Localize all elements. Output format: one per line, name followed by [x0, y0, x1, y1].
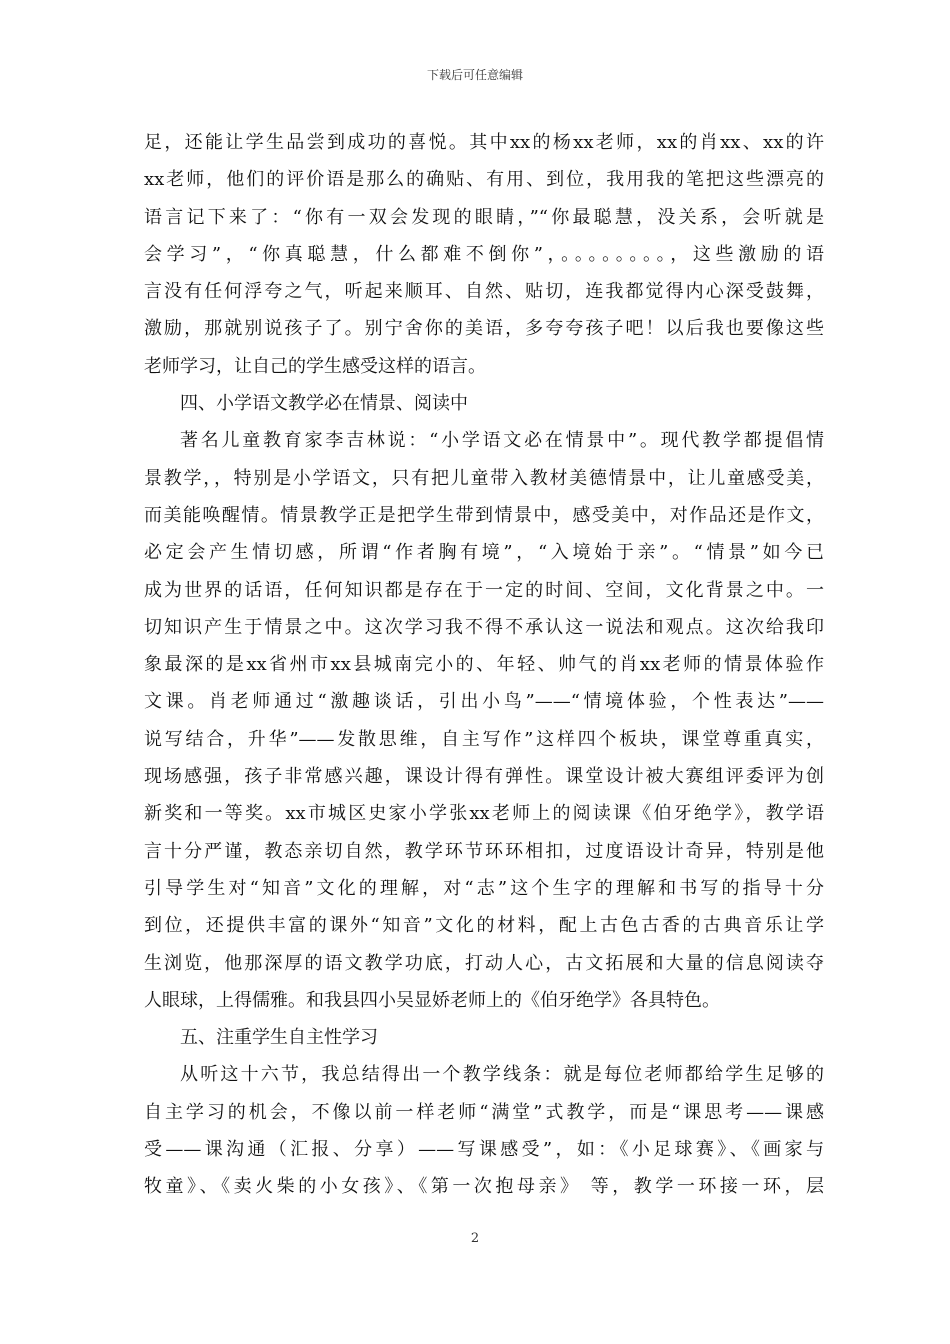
text-line: 象最深的是xx省州市xx县城南完小的、年轻、帅气的肖xx老师的情景体验作 — [144, 654, 824, 676]
text-line: 会学习”，“你真聪慧，什么都难不倒你”，。。。。。。。。，这些激励的语 — [144, 243, 824, 265]
document-body — [144, 124, 824, 1206]
text-line: 激励，那就别说孩子了。别宁舍你的美语，多夸夸孩子吧！以后我也要像这些 — [144, 318, 824, 340]
text-line: 切知识产生于情景之中。这次学习我不得不承认这一说法和观点。这次给我印 — [144, 616, 824, 638]
text-line: 生浏览，他那深厚的语文教学功底，打动人心，古文拓展和大量的信息阅读夺 — [144, 952, 824, 974]
text-line: 足，还能让学生品尝到成功的喜悦。其中xx的杨xx老师，xx的肖xx、xx的许 — [144, 132, 824, 153]
text-line: 著名儿童教育家李吉林说：“小学语文必在情景中”。现代教学都提倡情 — [180, 430, 824, 452]
text-line: 言十分严谨，教态亲切自然，教学环节环环相扣，过度语设计奇异，特别是他 — [144, 840, 824, 862]
text-line: 新奖和一等奖。xx市城区史家小学张xx老师上的阅读课《伯牙绝学》，教学语 — [144, 803, 824, 825]
text-line: 语言记下来了：“你有一双会发现的眼睛，”“你最聪慧，没关系，会听就是 — [144, 206, 824, 228]
text-line: 文课。肖老师通过“激趣谈话，引出小鸟”——“情境体验，个性表达”—— — [144, 691, 824, 713]
text-line: 从听这十六节，我总结得出一个教学线条：就是每位老师都给学生足够的 — [180, 1064, 824, 1086]
text-line: 景教学，，特别是小学语文，只有把儿童带入教材美德情景中，让儿童感受美， — [144, 467, 824, 489]
page-header: 下载后可任意编辑 — [426, 68, 523, 82]
section-heading: 五、注重学生自主性学习 — [180, 1027, 378, 1049]
text-line: xx老师，他们的评价语是那么的确贴、有用、到位，我用我的笔把这些漂亮的 — [144, 169, 824, 191]
text-line: 到位，还提供丰富的课外“知音”文化的材料，配上古色古香的古典音乐让学 — [144, 915, 824, 937]
page-number: 2 — [470, 1231, 480, 1246]
section-heading: 四、小学语文教学必在情景、阅读中 — [180, 393, 468, 415]
text-line: 成为世界的话语，任何知识都是存在于一定的时间、空间，文化背景之中。一 — [144, 579, 824, 601]
text-line: 引导学生对“知音”文化的理解，对“志”这个生字的理解和书写的指导十分 — [144, 877, 824, 899]
text-line: 人眼球，上得儒雅。和我县四小吴显娇老师上的《伯牙绝学》各具特色。 — [144, 989, 720, 1011]
text-line: 老师学习，让自己的学生感受这样的语言。 — [144, 355, 486, 377]
text-line: 言没有任何浮夸之气，听起来顺耳、自然、贴切，连我都觉得内心深受鼓舞， — [144, 281, 824, 303]
text-line: 牧童》、《卖火柴的小女孩》、《第一次抱母亲》 等，教学一环接一环，层 — [144, 1176, 824, 1198]
text-line: 说写结合，升华”——发散思维，自主写作”这样四个板块，课堂尊重真实， — [144, 728, 824, 750]
text-line: 受——课沟通（汇报、分享）——写课感受”，如：《小足球赛》、《画家与 — [144, 1139, 824, 1161]
text-line: 而美能唤醒情。情景教学正是把学生带到情景中，感受美中，对作品还是作文， — [144, 504, 824, 526]
text-line: 现场感强，孩子非常感兴趣，课设计得有弹性。课堂设计被大赛组评委评为创 — [144, 766, 824, 788]
text-line: 自主学习的机会，不像以前一样老师“满堂”式教学，而是“课思考——课感 — [144, 1101, 824, 1123]
text-line: 必定会产生情切感，所谓“作者胸有境”，“入境始于亲”。“情景”如今已 — [144, 542, 824, 564]
